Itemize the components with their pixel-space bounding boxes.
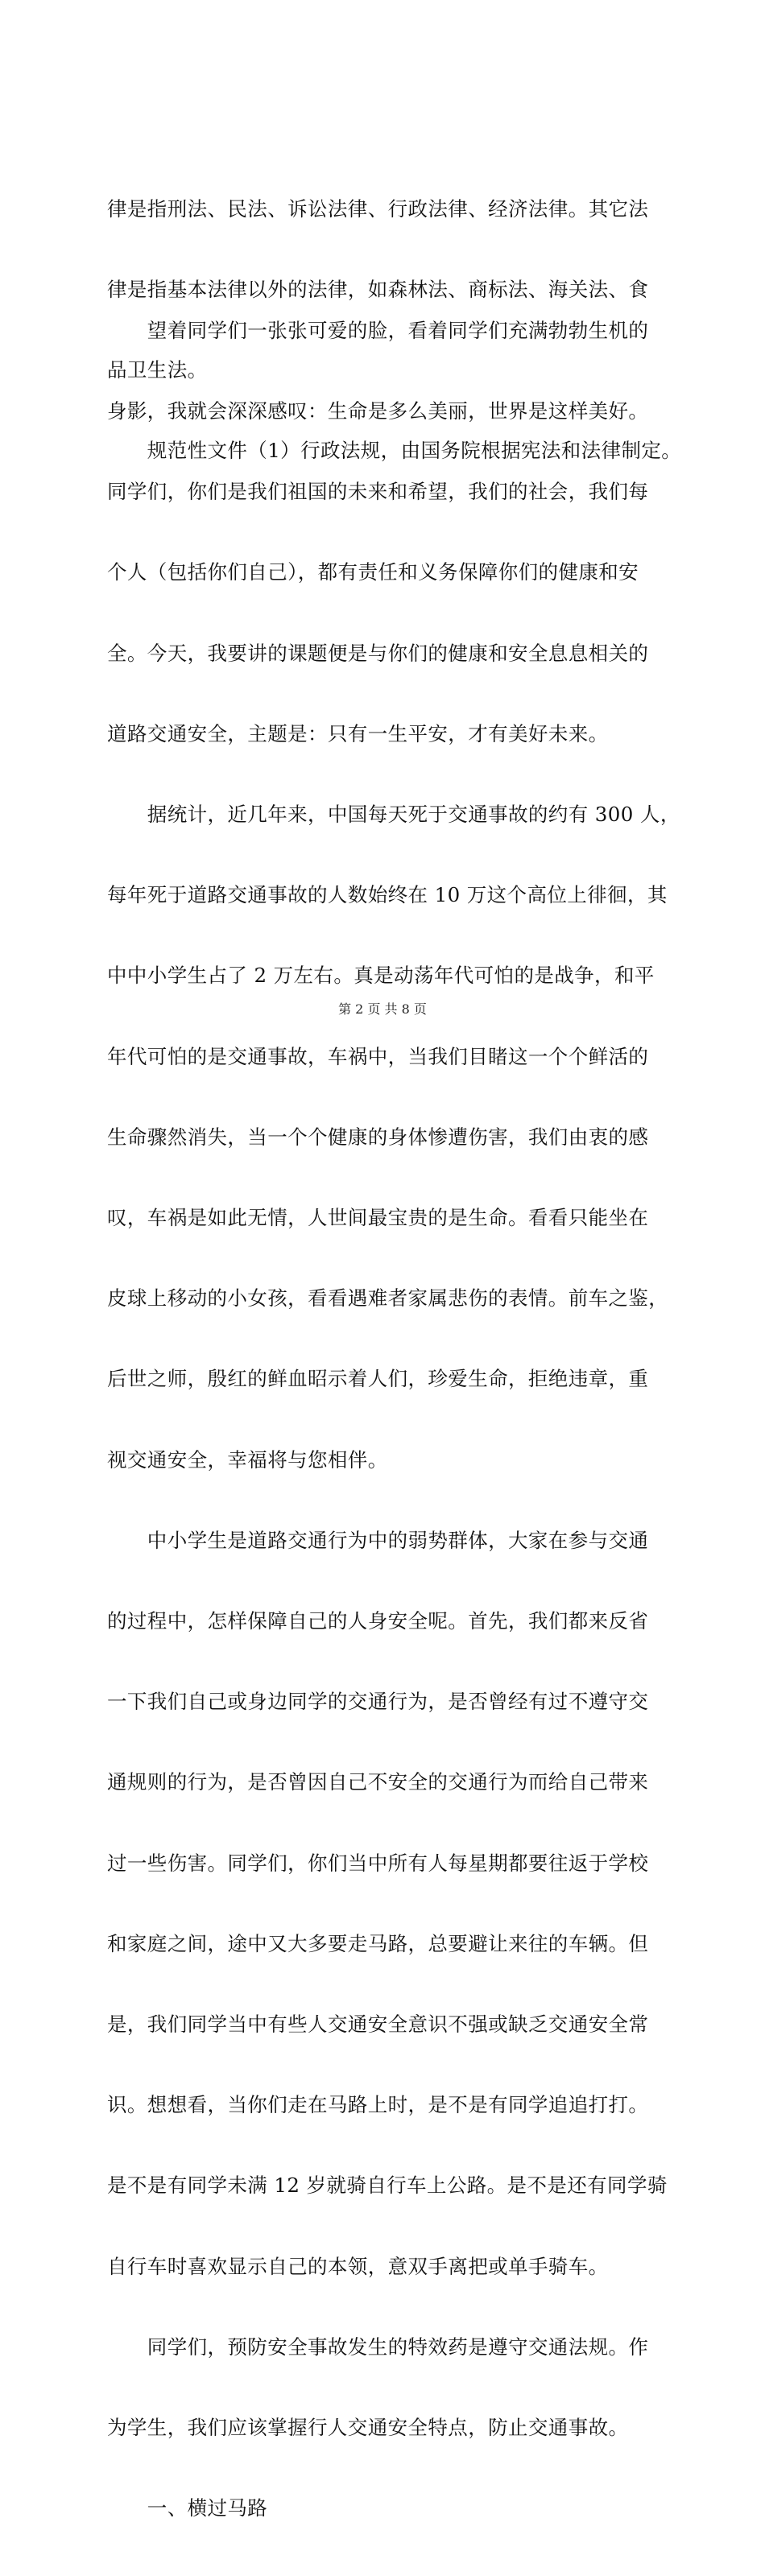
text-line: 通规则的行为，是否曾因自己不安全的交通行为而给自己带来 [107, 1770, 649, 1794]
text-line: 品卫生法。 [107, 358, 208, 382]
text-line: 望着同学们一张张可爱的脸，看着同学们充满勃勃生机的 [107, 318, 649, 342]
text-line: 律是指刑法、民法、诉讼法律、行政法律、经济法律。其它法 [107, 196, 649, 221]
page-number: 第 2 页 共 8 页 [338, 1001, 427, 1017]
text-line: 皮球上移动的小女孩，看看遇难者家属悲伤的表情。前车之鉴， [107, 1286, 669, 1311]
text-line: 同学们，你们是我们祖国的未来和希望，我们的社会，我们每 [107, 480, 649, 504]
text-line: 同学们，预防安全事故发生的特效药是遵守交通法规。作 [107, 2334, 649, 2359]
text-line: 全。今天，我要讲的课题便是与你们的健康和安全息息相关的 [107, 641, 649, 665]
text-line: 为学生，我们应该掌握行人交通安全特点，防止交通事故。 [107, 2416, 629, 2440]
text-line: 规范性文件（1）行政法规，由国务院根据宪法和法律制定。 [107, 439, 682, 463]
text-line: 识。想想看，当你们走在马路上时，是不是有同学追追打打。 [107, 2093, 649, 2117]
text-line: 后世之师，殷红的鲜血昭示着人们，珍爱生命，拒绝违章，重 [107, 1367, 649, 1391]
section-heading: 一、横过马路 [107, 2496, 268, 2520]
text-line: 视交通安全，幸福将与您相伴。 [107, 1447, 388, 1472]
text-line: 是，我们同学当中有些人交通安全意识不强或缺乏交通安全常 [107, 2013, 649, 2037]
speech-body-block [107, 263, 682, 2576]
text-line: 中中小学生占了 2 万左右。真是动荡年代可怕的是战争，和平 [107, 964, 655, 988]
page-footer [0, 1001, 765, 1018]
text-line: 年代可怕的是交通事故，车祸中，当我们目睹这一个个鲜活的 [107, 1044, 649, 1068]
text-line: 每年死于道路交通事故的人数始终在 10 万这个高位上徘徊，其 [107, 883, 668, 907]
text-line: 生命骤然消失，当一个个健康的身体惨遭伤害，我们由衷的感 [107, 1125, 649, 1149]
text-line: 身影，我就会深深感叹：生命是多么美丽，世界是这样美好。 [107, 399, 649, 423]
text-line: 是不是有同学未满 12 岁就骑自行车上公路。是不是还有同学骑 [107, 2174, 668, 2198]
text-line: 中小学生是道路交通行为中的弱势群体，大家在参与交通 [107, 1528, 649, 1552]
text-line: 自行车时喜欢显示自己的本领，意双手离把或单手骑车。 [107, 2254, 609, 2278]
text-line: 律是指基本法律以外的法律，如森林法、商标法、海关法、食 [107, 278, 649, 302]
text-line: 叹，车祸是如此无情，人世间最宝贵的是生命。看看只能坐在 [107, 1206, 649, 1230]
text-line: 一下我们自己或身边同学的交通行为，是否曾经有过不遵守交 [107, 1690, 649, 1714]
text-line: 据统计，近几年来，中国每天死于交通事故的约有 300 人， [107, 803, 680, 827]
text-line: 过一些伤害。同学们，你们当中所有人每星期都要往返于学校 [107, 1851, 649, 1875]
text-line: 个人（包括你们自己），都有责任和义务保障你们的健康和安 [107, 560, 639, 584]
text-line: 和家庭之间，途中又大多要走马路，总要避让来往的车辆。但 [107, 1931, 649, 1955]
text-line: 的过程中，怎样保障自己的人身安全呢。首先，我们都来反省 [107, 1609, 649, 1633]
text-line: 道路交通安全，主题是：只有一生平安，才有美好未来。 [107, 721, 609, 745]
